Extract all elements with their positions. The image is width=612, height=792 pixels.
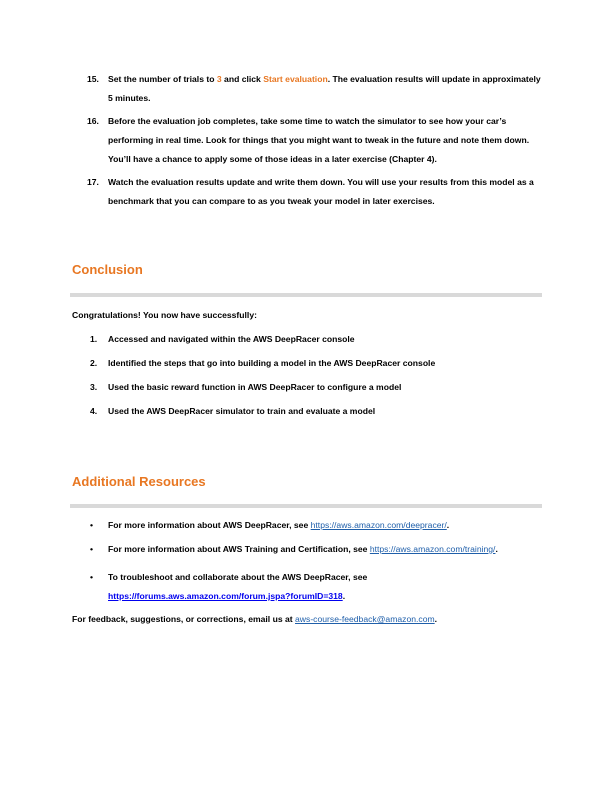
list-item (0, 568, 612, 606)
training-link[interactable]: https://aws.amazon.com/training/ (369, 544, 496, 554)
item-text: To troubleshoot and collaborate about the AWS DeepRacer, see (108, 572, 368, 582)
section-divider (70, 293, 542, 297)
resources-heading: Additional Resources (72, 474, 206, 489)
step-number: 17. (87, 177, 99, 187)
step-text: Before the evaluation job completes, take some time to watch the simulator to see how your car’s performing in real time. Look for things that you might want to tweak in the future and note them down. You’ll have a chance to apply some of those ideas in a later exercise (Chapter 4). (108, 116, 530, 164)
trials-value: 3 (216, 74, 222, 84)
step-number: 16. (87, 116, 99, 126)
step-text: Set the number of trials to (108, 74, 217, 84)
list-item (0, 544, 612, 554)
conclusion-list (0, 334, 612, 416)
resources-list (0, 520, 612, 606)
item-text: Used the basic reward function in AWS DeepRacer to configure a model (108, 382, 402, 392)
item-text: Accessed and navigated within the AWS DeepRacer console (108, 334, 355, 344)
item-number: 3. (90, 382, 98, 392)
item-number: 2. (90, 358, 98, 368)
step-number: 15. (87, 74, 99, 84)
item-text: Identified the steps that go into building a model in the AWS DeepRacer console (108, 358, 436, 368)
list-item (0, 406, 612, 416)
feedback-line (72, 614, 437, 624)
bullet-icon: • (90, 520, 94, 530)
section-divider (70, 504, 542, 508)
punctuation: . (446, 520, 450, 530)
conclusion-heading: Conclusion (72, 262, 143, 277)
feedback-text: For feedback, suggestions, or corrections, email us at (72, 614, 296, 624)
list-item (0, 520, 612, 530)
punctuation: . (434, 614, 438, 624)
bullet-icon: • (90, 544, 94, 554)
bullet-icon: • (90, 572, 94, 582)
list-item (0, 334, 612, 344)
list-item (0, 112, 612, 169)
feedback-email-link[interactable]: aws-course-feedback@amazon.com (295, 614, 435, 624)
item-text: Used the AWS DeepRacer simulator to train and evaluate a model (108, 406, 376, 416)
punctuation: . (495, 544, 498, 554)
item-text: For more information about AWS Training and Certification, see (108, 544, 370, 554)
item-text: For more information about AWS DeepRacer, see (108, 520, 311, 530)
list-item (0, 382, 612, 392)
forum-link[interactable]: https://forums.aws.amazon.com/forum.jspa?forumID=318 (108, 591, 343, 601)
list-item (0, 358, 612, 368)
punctuation: . (342, 591, 346, 601)
step-text: Watch the evaluation results update and write them down. You will use your results from this model as a benchmark that you can compare to as you tweak your model in later exercises. (108, 177, 534, 206)
steps-list (0, 70, 612, 215)
start-evaluation-label: Start evaluation (263, 74, 328, 84)
conclusion-intro: Congratulations! You now have successfully: (72, 310, 257, 320)
list-item (0, 70, 612, 108)
step-text: and click (221, 74, 264, 84)
item-number: 4. (90, 406, 98, 416)
list-item (0, 173, 612, 211)
item-number: 1. (90, 334, 98, 344)
deepracer-link[interactable]: https://aws.amazon.com/deepracer/ (310, 520, 447, 530)
step-text: . The evaluation results will update in approximately 5 minutes. (108, 74, 541, 103)
